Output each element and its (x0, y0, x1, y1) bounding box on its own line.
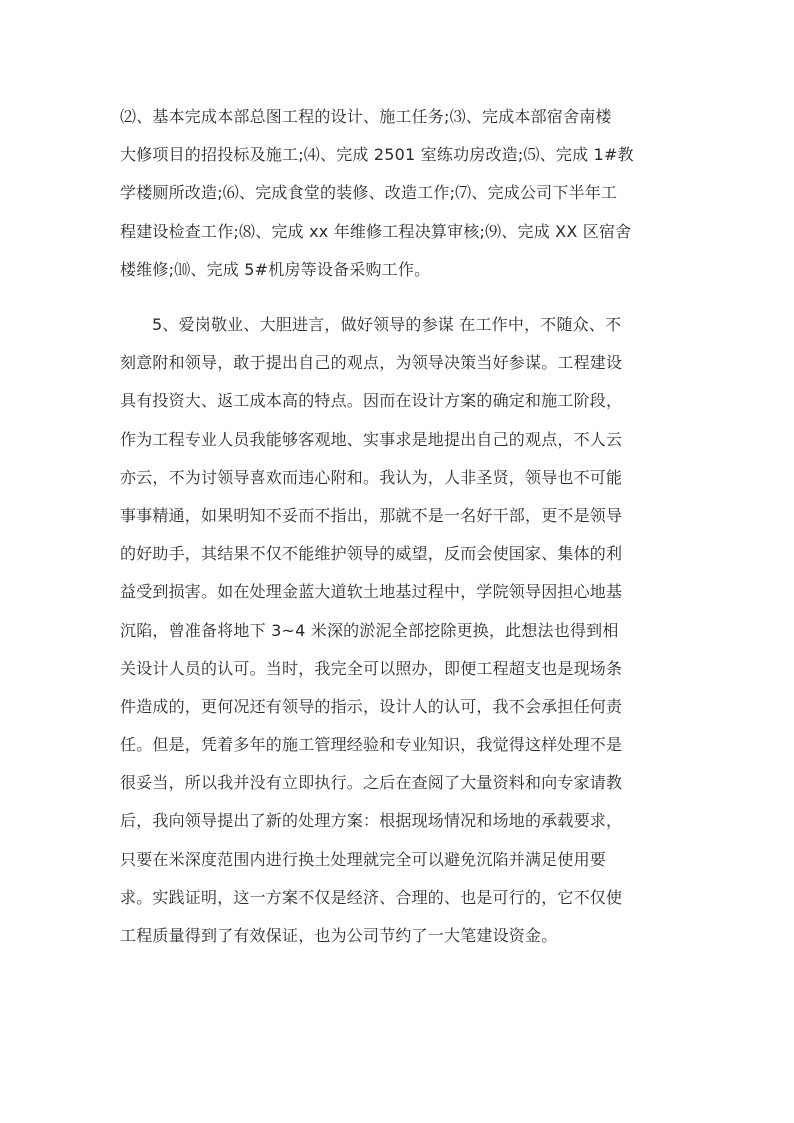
text-line: ⑵、基本完成本部总图工程的设计、施工任务;⑶、完成本部宿舍南楼 (120, 107, 612, 126)
text-line: 后，我向领导提出了新的处理方案：根据现场情况和场地的承载要求， (120, 811, 623, 831)
text-line: 刻意附和领导，敢于提出自己的观点，为领导决策当好参谋。工程建设 (120, 353, 623, 373)
text-line: 关设计人员的认可。当时，我完全可以照办，即便工程超支也是现场条 (120, 658, 623, 678)
text-line: 工程质量得到了有效保证，也为公司节约了一大笔建设资金。 (120, 926, 558, 945)
text-line: 任。但是，凭着多年的施工管理经验和专业知识，我觉得这样处理不是 (120, 735, 623, 755)
text-line: 学楼厕所改造;⑹、完成食堂的装修、改造工作;⑺、完成公司下半年工 (120, 183, 618, 203)
text-line: 亦云，不为讨领导喜欢而违心附和。我认为，人非圣贤，领导也不可能 (120, 467, 623, 487)
text-line: 很妥当，所以我并没有立即执行。之后在查阅了大量资料和向专家请教 (120, 773, 623, 793)
paragraph-1 (120, 98, 680, 289)
text-line: 事事精通，如果明知不妥而不指出，那就不是一名好干部，更不是领导 (120, 505, 623, 525)
paragraph-2 (120, 306, 680, 955)
text-line: 沉陷，曾准备将地下 3~4 米深的淤泥全部挖除更换，此想法也得到相 (120, 620, 619, 640)
text-line: 只要在米深度范围内进行换土处理就完全可以避免沉陷并满足使用要 (120, 849, 607, 869)
text-line: 大修项目的招投标及施工;⑷、完成 2501 室练功房改造;⑸、完成 1#教 (120, 145, 634, 165)
text-line: 件造成的，更何况还有领导的指示，设计人的认可，我不会承担任何责 (120, 696, 623, 716)
text-line: 5、爱岗敬业、大胆进言，做好领导的参谋 在工作中，不随众、不 (152, 315, 622, 334)
text-line: 益受到损害。如在处理金蓝大道软土地基过程中，学院领导因担心地基 (120, 582, 623, 602)
text-line: 楼维修;⑽、完成 5#机房等设备采购工作。 (120, 259, 431, 279)
text-line: 求。实践证明，这一方案不仅是经济、合理的、也是可行的，它不仅使 (120, 887, 623, 907)
text-line: 具有投资大、返工成本高的特点。因而在设计方案的确定和施工阶段， (120, 391, 623, 411)
text-line: 的好助手，其结果不仅不能维护领导的威望，反而会使国家、集体的利 (120, 544, 623, 564)
text-line: 程建设检查工作;⑻、完成 xx 年维修工程决算审核;⑼、完成 XX 区宿舍 (120, 221, 632, 241)
text-line: 作为工程专业人员我能够客观地、实事求是地提出自己的观点，不人云 (120, 429, 623, 449)
